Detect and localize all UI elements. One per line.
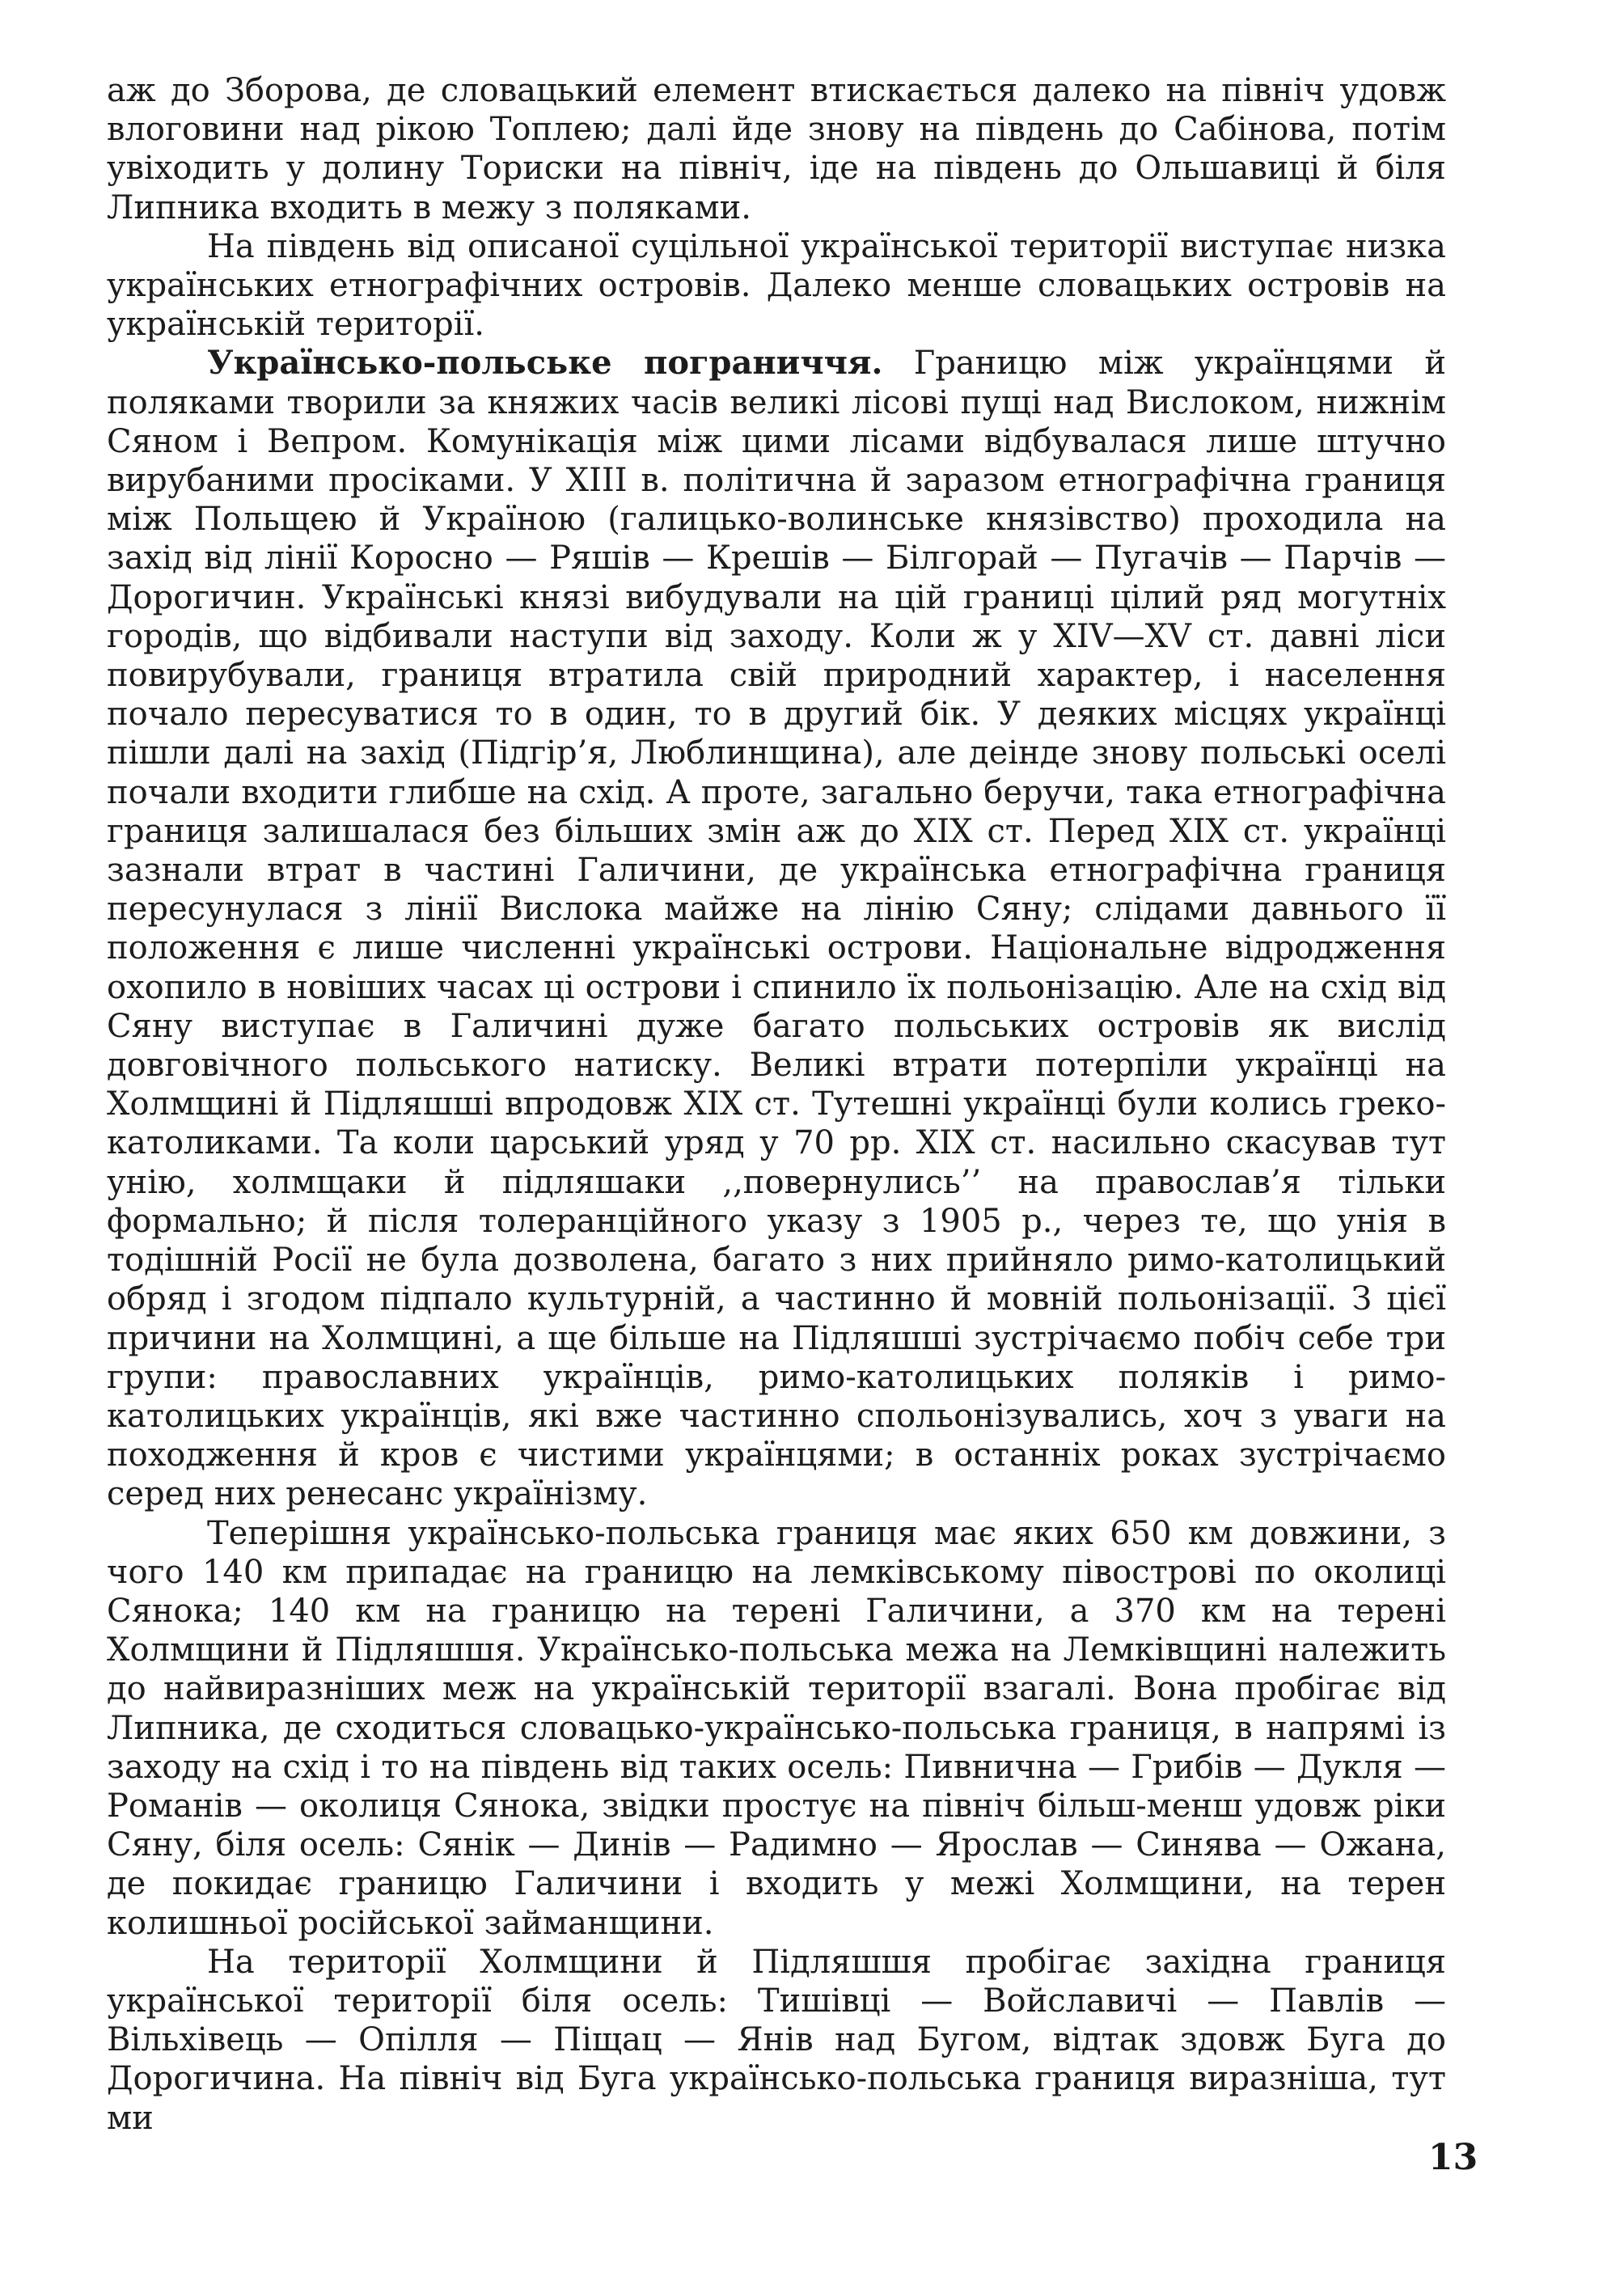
paragraph-3 bbox=[107, 344, 1446, 1513]
paragraph-5-text: На території Холмщини й Підляшшя пробігає західна границя української території біля осель: Тишівці — Войславичі — Павлів — Вільхівець — Опілля — Піщац — Янів над Бугом, відтак здовж Буга до Дорогичина. На північ від Буга українсько-польська границя виразніша, тут ми bbox=[107, 1943, 1446, 2137]
paragraph-1-text: аж до Зборова, де словацький елемент втискається далеко на північ удовж влоговини над рікою Топлею; далі йде знову на південь до Сабінова, потім увіходить у долину Ториски на північ, іде на південь до Ольшавиці й біля Липника входить в межу з поляками. bbox=[107, 72, 1446, 226]
paragraph-4-text: Теперішня українсько-польська границя має яких 650 км довжини, з чого 140 км припадає на границю на лемківському півострові по околиці Сянока; 140 км на границю на терені Галичини, а 370 км на терені Холмщини й Підляшшя. Українсько-польська межа на Лемківщині належить до найвиразніших меж на українській території взагалі. Вона пробігає від Липника, де сходиться словацько-українсько-польська границя, в напрямі із заходу на схід і то на південь від таких осель: Пивнична — Грибів — Дукля — Романів — околиця Сянока, звідки простує на північ більш-менш удовж ріки Сяну, біля осель: Сянік — Динів — Радимно — Ярослав — Синява — Ожана, де покидає границю Галичини і входить у межі Холмщини, на терен колишньої російської займанщини. bbox=[107, 1514, 1446, 1942]
text-column bbox=[107, 71, 1446, 2138]
page-number: 13 bbox=[1428, 2137, 1478, 2178]
section-heading-ukrainian-polish-border: Українсько-польське пограниччя. bbox=[207, 344, 883, 383]
paragraph-3-text: Границю між українцями й поляками творили за княжих часів великі лісові пущі над Вислоком, нижнім Сяном і Вепром. Комунікація між цими лісами відбувалася лише штучно вирубаними просіками. У XIII в. політична й заразом етнографічна границя між Польщею й Україною (галицько-волинське князівство) проходила на захід від лінії Коросно — Ряшів — Крешів — Білгорай — Пугачів — Парчів — Дорогичин. Українські князі вибудували на цій границі цілий ряд могутніх городів, що відбивали наступи від заходу. Коли ж у XIV—XV ст. давні ліси повирубували, границя втратила свій природний характер, і населення почало пересуватися то в один, то в другий бік. У деяких місцях українці пішли далі на захід (Підгір’я, Люблинщина), але деінде знову польські оселі почали входити глибше на схід. А проте, загально беручи, така етнографічна границя залишалася без більших змін аж до XIX ст. Перед XIX ст. українці зазнали втрат в частині Галичини, де українська етнографічна границя пересунулася з лінії Вислока майже на лінію Сяну; слідами давнього її положення є лише численні українські острови. Національне відродження охопило в новіших часах ці острови і спинило їх польонізацію. Але на схід від Сяну виступає в Галичині дуже багато польських островів як вислід довговічного польського натиску. Великі втрати потерпіли українці на Холмщині й Підляшші впродовж XIX ст. Тутешні українці були колись греко-католиками. Та коли царський уряд у 70 рр. XIX ст. насильно скасував тут унію, холмщаки й підляшаки ,,повернулись’’ на православ’я тільки формально; й після толеранційного указу з 1905 р., через те, що унія в тодішній Росії не була дозволена, багато з них прийняло римо-католицький обряд і згодом підпало культурній, а частинно й мовній польонізації. З цієї причини на Холмщині, а ще більше на Підляшші зустрічаємо побіч себе три групи: православних українців, римо-католицьких поляків і римо-католицьких українців, які вже частинно спольонізувались, хоч з уваги на походження й кров є чистими українцями; в останніх роках зустрічаємо серед них ренесанс українізму. bbox=[107, 345, 1446, 1513]
paragraph-2 bbox=[107, 227, 1446, 345]
paragraph-4 bbox=[107, 1514, 1446, 1943]
paragraph-5 bbox=[107, 1943, 1446, 2138]
paragraph-1 bbox=[107, 71, 1446, 227]
paragraph-2-text: На південь від описаної суцільної української території виступає низка українських етнографічних островів. Далеко менше словацьких островів на українській території. bbox=[107, 227, 1446, 344]
